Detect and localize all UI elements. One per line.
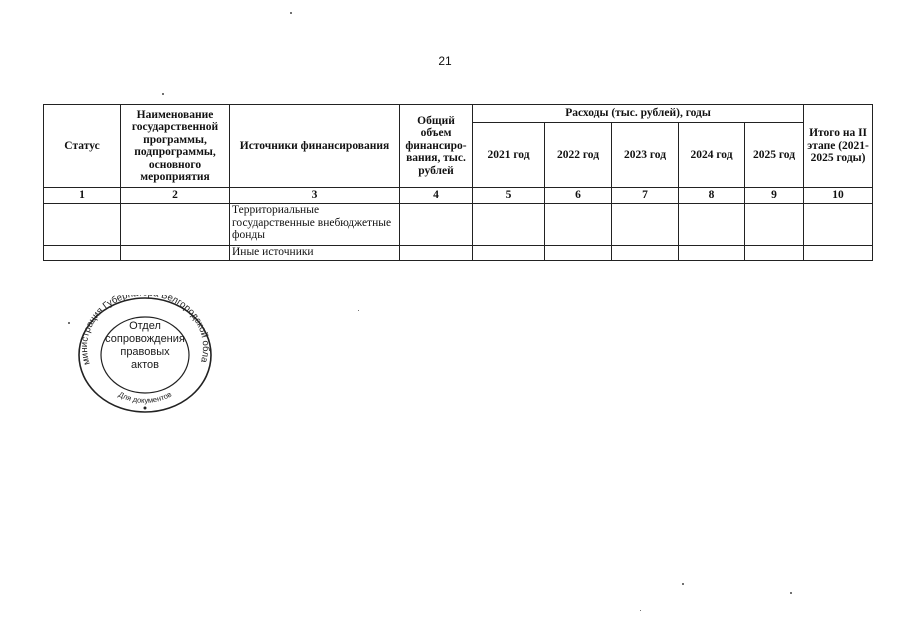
page-number: 21: [438, 54, 452, 68]
column-number: 2: [121, 188, 230, 204]
stamp-center-text: Отдел сопровождения правовых актов: [105, 320, 185, 371]
cell-2023: [612, 246, 679, 261]
header-year-2023: 2023 год: [612, 123, 679, 188]
cell-source: Территориальные государственные внебюджетные фонды: [230, 204, 400, 246]
cell-2021: [473, 204, 545, 246]
header-year-2022: 2022 год: [545, 123, 612, 188]
column-number: 4: [400, 188, 473, 204]
scan-speck: [68, 322, 70, 324]
svg-text:Для документов: [117, 390, 173, 405]
cell-program-name: [121, 246, 230, 261]
scan-speck: [162, 93, 164, 95]
header-sources: Источники финансирования: [230, 105, 400, 188]
cell-2022: [545, 204, 612, 246]
header-year-2024: 2024 год: [679, 123, 745, 188]
scan-speck: [682, 583, 684, 585]
column-number: 6: [545, 188, 612, 204]
header-expenses-group: Расходы (тыс. рублей), годы: [473, 105, 804, 123]
official-stamp: [75, 295, 215, 415]
column-number: 10: [804, 188, 873, 204]
header-total-volume: Общий объем финансиро-вания, тыс. рублей: [400, 105, 473, 188]
cell-total-stage: [804, 204, 873, 246]
cell-status: [44, 246, 121, 261]
scan-speck: [290, 12, 292, 14]
scan-speck: [640, 610, 641, 611]
header-total-stage: Итого на II этапе (2021-2025 годы): [804, 105, 873, 188]
cell-status: [44, 204, 121, 246]
header-year-2025: 2025 год: [745, 123, 804, 188]
cell-program-name: [121, 204, 230, 246]
column-number: 5: [473, 188, 545, 204]
cell-total-stage: [804, 246, 873, 261]
header-program-name: Наименование государственной программы, подпрограммы, основного мероприятия: [121, 105, 230, 188]
scan-speck: [790, 592, 792, 594]
cell-2024: [679, 204, 745, 246]
column-number: 8: [679, 188, 745, 204]
cell-2021: [473, 246, 545, 261]
cell-2025: [745, 246, 804, 261]
column-number: 1: [44, 188, 121, 204]
column-numbers-row: [44, 188, 873, 204]
table-row: [44, 246, 873, 261]
cell-total-volume: [400, 204, 473, 246]
cell-total-volume: [400, 246, 473, 261]
column-number: 9: [745, 188, 804, 204]
header-year-2021: 2021 год: [473, 123, 545, 188]
cell-2023: [612, 204, 679, 246]
cell-2024: [679, 246, 745, 261]
header-row-1: [44, 105, 873, 123]
table-row: [44, 204, 873, 246]
cell-2025: [745, 204, 804, 246]
cell-source: Иные источники: [230, 246, 400, 261]
header-status: Статус: [44, 105, 121, 188]
cell-2022: [545, 246, 612, 261]
stamp-bottom-text: Для документов: [117, 389, 173, 405]
column-number: 3: [230, 188, 400, 204]
budget-table: [43, 104, 873, 261]
scan-speck: [358, 310, 359, 311]
stamp-ring-text: министрация Губер Белгородской обла: [78, 295, 212, 367]
column-number: 7: [612, 188, 679, 204]
